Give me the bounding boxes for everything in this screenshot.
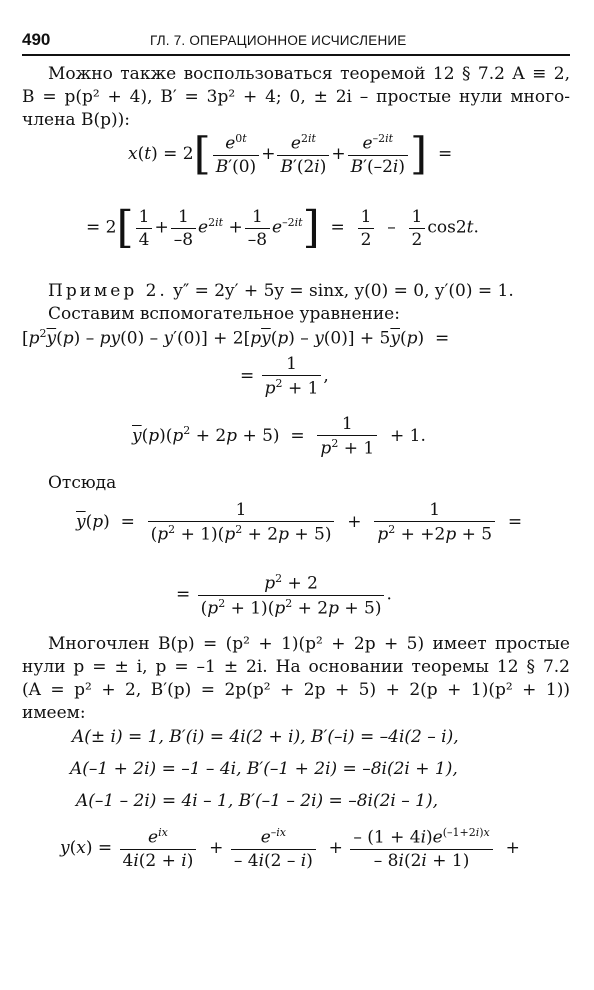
paragraph-line: Составим вспомогательное уравнение: [48,304,400,324]
formula-aux-equation: $[p^2\overline{y}(p) - py(0) - y'(0)] + 2[p\overline{y}(p) - y(0)] + 5\overline{y}(p)$ = [22,327,450,349]
formula-ybar-combined: = $\frac{p^2 + 2}{(p^2 + 1)(p^2 + 2p + 5)}$ . [176,572,392,619]
paragraph-line: члена B(p)): [22,110,130,130]
formula-values-2: A(–1 + 2i) = –1 – 4i, B′(–1 + 2i) = –8i(2i + 1), [70,759,458,779]
paragraph-line: имеем: [22,703,86,723]
paragraph-line: (A = p² + 2, B′(p) = 2p(p² + 2p + 5) + 2(p + 1)(p² + 1)) [22,680,570,700]
paragraph-line: нули p = ± i, p = –1 ± 2i. На основании теоремы 12 § 7.2 [22,657,570,677]
example-heading [48,281,514,301]
formula-values-1: A(± i) = 1, B′(i) = 4i(2 + i), B′(–i) = –4i(2 – i), [72,727,459,747]
paragraph-line: Можно также воспользоваться теоремой 12 § 7.2 A ≡ 2, [48,64,570,84]
paragraph-line: Многочлен B(p) = (p² + 1)(p² + 2p + 5) имеет простые [48,634,570,654]
formula-values-3: A(–1 – 2i) = 4i – 1, B′(–1 – 2i) = –8i(2i – 1), [76,791,438,811]
page-header [22,30,570,56]
formula-expansion: = 2[ $\frac{1}{4}$ + $\frac{1}{-8}$ $e^{2it}$ + $\frac{1}{-8}$ $e^{-2it}$] = $\frac{1}{2}$ – $\frac{1}{2}$ cos2t. [86,202,479,253]
paragraph-line: B = p(p² + 4), B′ = 3p² + 4; 0, ± 2i – простые нули много- [22,87,570,107]
formula-y-of-x: y(x) = $\frac{e^{ix}}{4i(2 + i)}$ + $\frac{e^{-ix}}{- 4i(2 - i)}$ + $\frac{- (1 + 4i)e^{(-1+2i)x}}{- 8i(2i + 1)}$ + [60,826,520,871]
formula-x-of-t: x(t) = 2[ $\frac{e^{0t}}{B'(0)}$ + $\frac{e^{2it}}{B'(2i)}$ + $\frac{e^{-2it}}{B'(-2i)}$ ] = [128,128,453,180]
formula-ybar-solution: $\overline{y}(p)$ = $\frac{1}{(p^2 + 1)(p^2 + 2p + 5)}$ + $\frac{1}{p^2 + +2p + 5}$ = [76,500,523,545]
formula-ybar: $\overline{y}(p)(p^2 + 2p + 5)$ = $\frac{1}{p^2 + 1}$ + 1. [132,414,426,459]
example-equation: y″ = 2y′ + 5y = sinx, y(0) = 0, y′(0) = 1. [167,281,514,301]
formula-aux-rhs: = $\frac{1}{p^2 + 1}$ , [240,354,329,399]
example-label: Пример 2. [48,281,168,301]
running-title: ГЛ. 7. ОПЕРАЦИОННОЕ ИСЧИСЛЕНИЕ [150,33,407,48]
paragraph-line: Отсюда [48,473,117,493]
page-number: 490 [22,30,51,49]
